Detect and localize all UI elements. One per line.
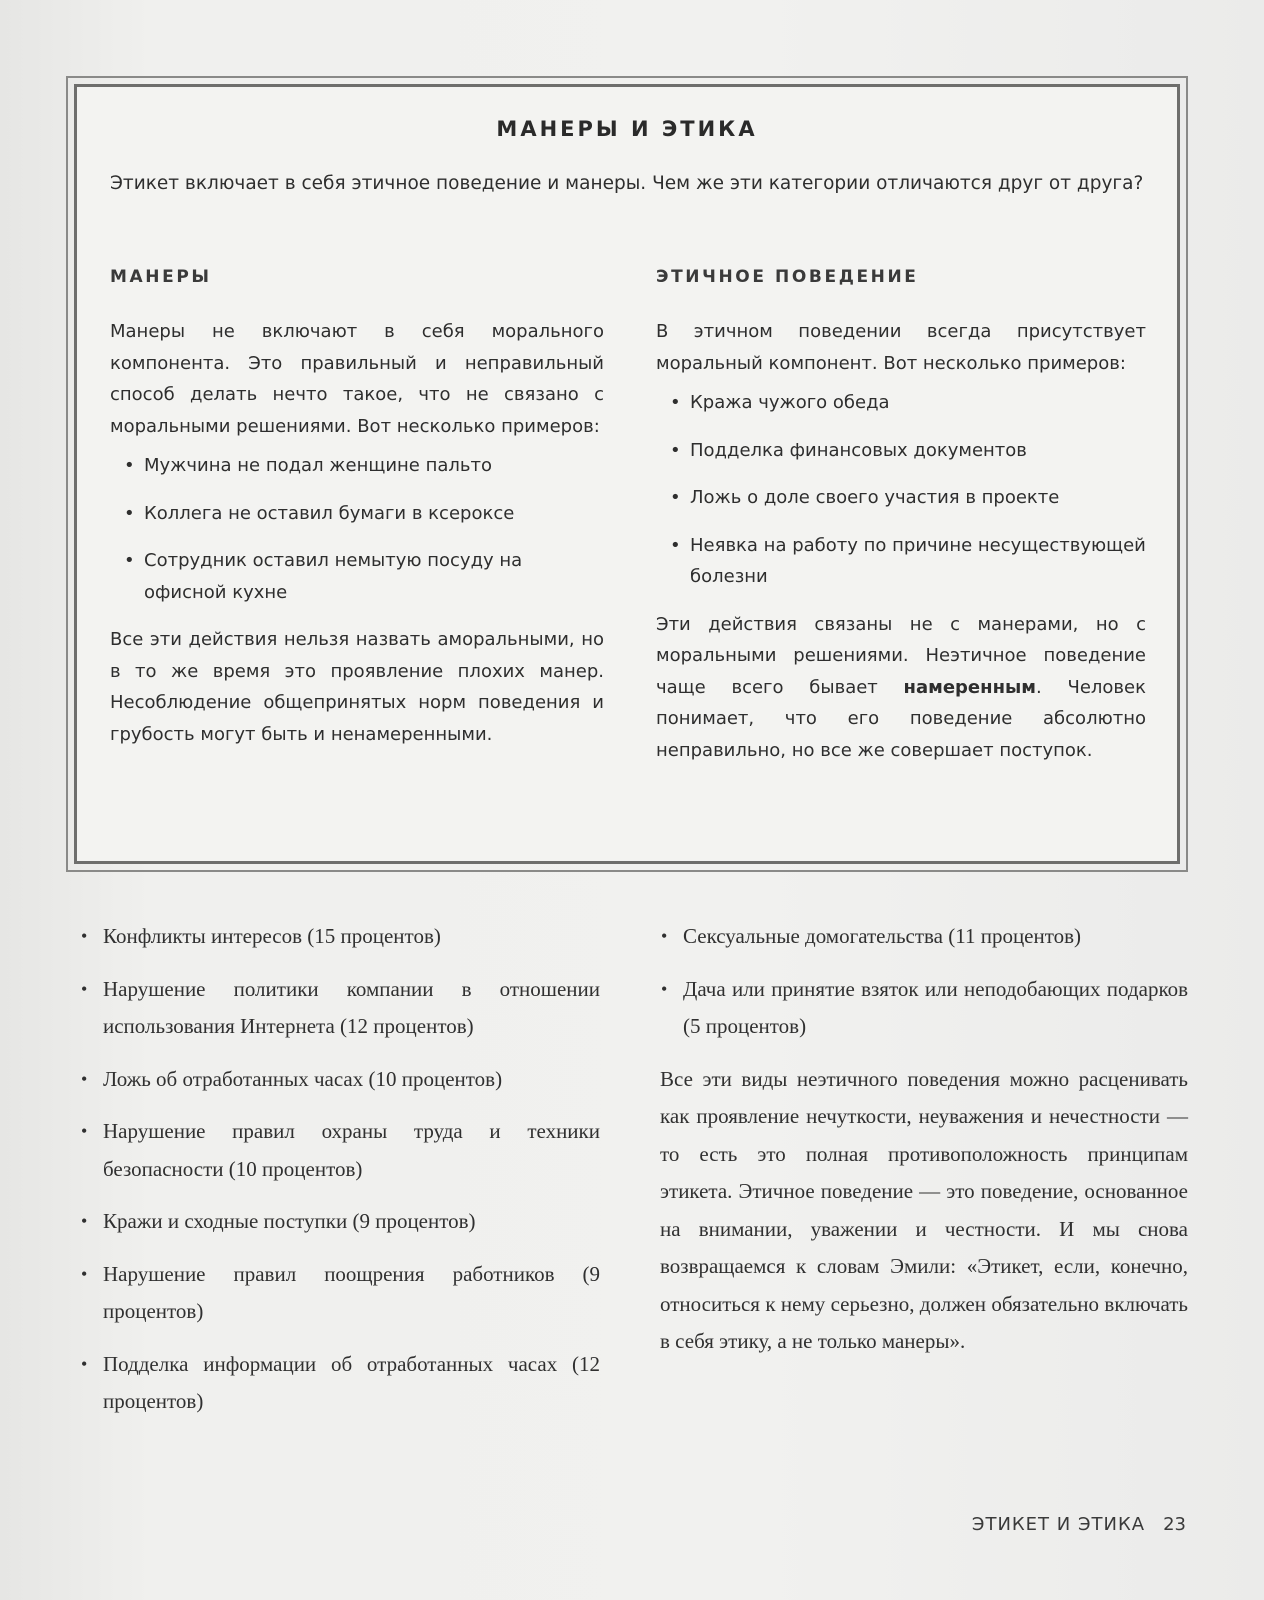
body-paragraph: Все эти виды неэтичного поведения можно расценивать как проявление нечуткости, неуважения и нечестности — то есть это полная противоположность принципам этикета. Этичное поведение — это поведение, основанное на внимании, уважении и честности. И мы снова возвращаемся к словам Эмили: «Этикет, если, конечно, относиться к нему серьезно, должен обязательно включать в себя этику, а не только манеры». [660, 1066, 1188, 1353]
bullet-icon: • [670, 534, 681, 556]
bullet-icon: • [81, 1068, 88, 1089]
body-left-column [80, 918, 600, 1436]
list-item: • Сексуальные домогательства (11 процентов) [660, 918, 1188, 956]
ethics-examples-list [656, 387, 1146, 593]
ethics-conclusion: Эти действия связаны не с манерами, но с моральными решениями. Неэтичное поведение чаще всего бывает намеренным. Человек понимает, что его поведение абсолютно неправильно, но все же совершает поступок. [656, 613, 1146, 761]
list-item: • Коллега не оставил бумаги в ксероксе [110, 498, 604, 530]
list-item: • Дача или принятие взяток или неподобающих подарков (5 процентов) [660, 971, 1188, 1046]
bullet-icon: • [670, 487, 681, 508]
list-item: • Мужчина не подал женщине пальто [110, 450, 604, 482]
list-item: • Ложь о доле своего участия в проекте [656, 482, 1146, 514]
page-number: 23 [1163, 1514, 1186, 1535]
bullet-icon: • [661, 926, 668, 946]
manners-examples-list [110, 450, 604, 608]
list-item: • Подделка информации об отработанных часах (12 процентов) [80, 1346, 600, 1421]
list-item: • Подделка финансовых документов [656, 435, 1146, 467]
list-item: • Нарушение правил охраны труда и техники безопасности (10 процентов) [80, 1113, 600, 1188]
bullet-icon: • [81, 1211, 88, 1231]
list-item: • Нарушение правил поощрения работников (9 процентов) [80, 1256, 600, 1331]
bullet-icon: • [81, 978, 88, 999]
bullet-icon: • [81, 1263, 88, 1284]
list-item: • Сотрудник оставил немытую посуду на офисной кухне [110, 545, 604, 608]
bullet-icon: • [670, 392, 681, 413]
list-item: • Кража чужого обеда [656, 387, 1146, 419]
bullet-icon: • [81, 926, 88, 946]
list-item: • Конфликты интересов (15 процентов) [80, 918, 600, 956]
list-item: • Кражи и сходные поступки (9 процентов) [80, 1203, 600, 1241]
bullet-icon: • [670, 439, 681, 461]
ethics-heading: ЭТИЧНОЕ ПОВЕДЕНИЕ [656, 267, 919, 287]
manners-column [110, 262, 604, 750]
page-footer [972, 1514, 1186, 1535]
bullet-icon: • [124, 550, 135, 571]
bullet-icon: • [81, 1121, 88, 1141]
bullet-icon: • [81, 1353, 88, 1374]
running-title: ЭТИКЕТ И ЭТИКА [971, 1514, 1146, 1535]
manners-text: Манеры не включают в себя морального компонента. Это правильный и неправильный способ делать нечто такое, что не связано с моральными решениями. Вот несколько примеров: [110, 321, 604, 437]
emphasis-word: намеренным [903, 676, 1037, 698]
list-item: • Неявка на работу по причине несуществующей болезни [656, 530, 1146, 593]
bullet-icon: • [124, 455, 135, 476]
sidebar-intro: Этикет включает в себя этичное поведение и манеры. Чем же эти категории отличаются друг от друга? [110, 173, 1144, 194]
list-item: • Нарушение политики компании в отношении использования Интернета (12 процентов) [80, 971, 600, 1046]
violations-list [80, 918, 600, 1421]
manners-conclusion: Все эти действия нельзя назвать аморальными, но в то же время это проявление плохих манер. Несоблюдение общепринятых норм поведения и грубость могут быть и ненамеренными. [110, 629, 604, 745]
sidebar-title: МАНЕРЫ И ЭТИКА [496, 117, 758, 141]
bullet-icon: • [124, 502, 135, 524]
body-right-column [660, 918, 1188, 1361]
violations-list-continued [660, 918, 1188, 1046]
list-item: • Ложь об отработанных часах (10 процентов) [80, 1061, 600, 1099]
ethics-column [656, 262, 1146, 766]
bullet-icon: • [661, 978, 668, 999]
manners-heading: МАНЕРЫ [110, 267, 212, 287]
ethics-text: В этичном поведении всегда присутствует моральный компонент. Вот несколько примеров: [656, 321, 1146, 374]
